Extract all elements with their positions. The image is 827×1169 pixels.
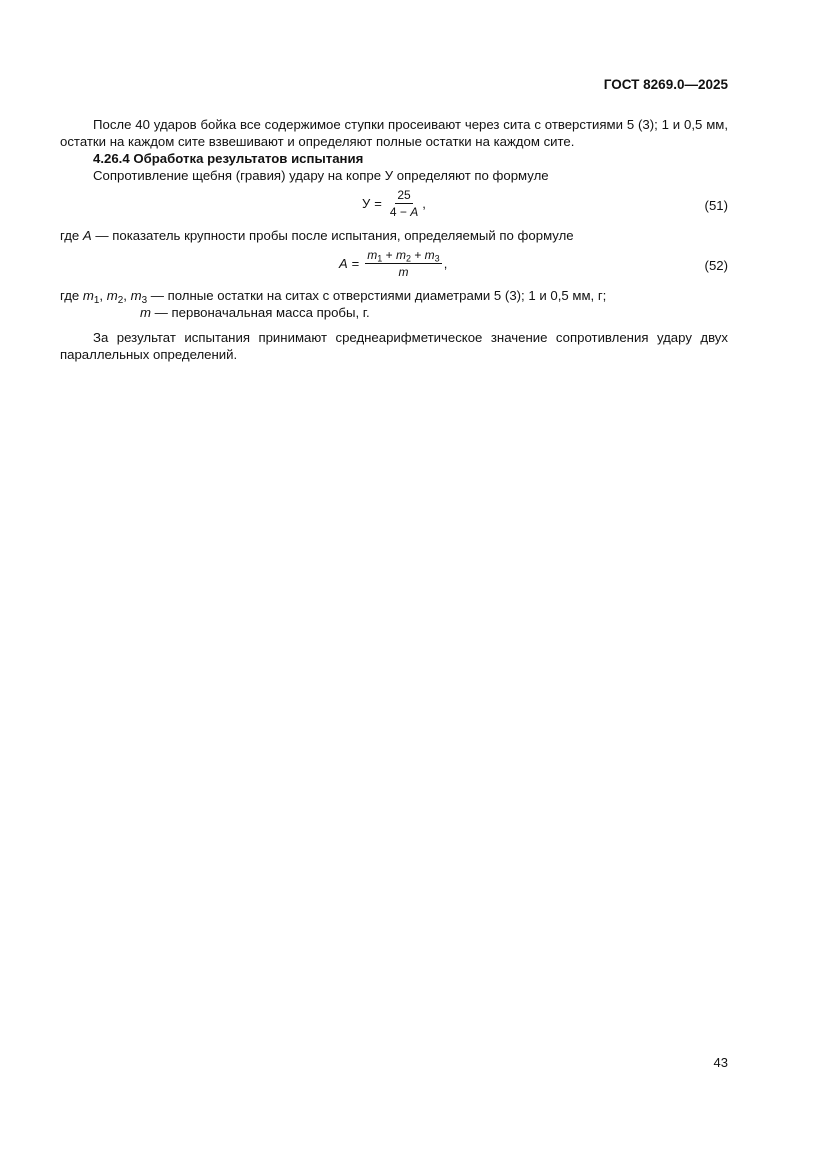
section-number: 4.26.4	[93, 151, 130, 166]
where-definition-m123	[60, 287, 728, 304]
spacer	[60, 321, 728, 329]
m2-sub: 2	[405, 253, 411, 264]
w-m2-sub: 2	[117, 294, 124, 306]
section-heading	[60, 150, 728, 167]
formula-51-equals: =	[374, 196, 382, 211]
formula-52-numerator	[365, 248, 441, 264]
w-m3-sub: 3	[141, 294, 148, 306]
formula-51-den-constant: 4 −	[389, 205, 411, 219]
w-m3-var: m	[130, 288, 142, 303]
m3-sub: 3	[434, 253, 440, 264]
formula-51-denominator	[388, 204, 420, 219]
where-prefix: где	[60, 228, 83, 243]
formula-51-trailing-comma: ,	[422, 196, 426, 211]
formula-51-row	[60, 188, 728, 222]
m3-var: m	[424, 248, 435, 262]
where-a-text: — показатель крупности пробы после испытания, определяемый по формуле	[91, 228, 574, 243]
w-comma-2: ,	[123, 288, 131, 303]
m1-var: m	[367, 248, 378, 262]
paragraph-impact-resistance: Сопротивление щебня (гравия) удару на копре У определяют по формуле	[93, 168, 549, 183]
page-number: 43	[713, 1055, 728, 1070]
formula-51-lhs: У	[362, 196, 371, 211]
paragraph-sieving: После 40 ударов бойка все содержимое ступки просеивают через сита с отверстиями 5 (3); 1 и 0,5 мм, остатки на каждом сите взвешивают и определяют полные остатки на каждом сите.	[60, 117, 728, 149]
plus-1: +	[382, 248, 396, 262]
section-title: Обработка результатов испытания	[133, 151, 364, 166]
where-definition-m	[60, 304, 728, 321]
plus-2: +	[410, 248, 425, 262]
formula-51-numerator: 25	[397, 188, 411, 202]
formula-51-den-variable: A	[410, 205, 419, 219]
w-m2-var: m	[106, 288, 118, 303]
formula-52-equals: =	[351, 256, 360, 271]
w-m-var: m	[140, 305, 151, 320]
document-body	[60, 116, 728, 363]
w-comma-1: ,	[99, 288, 107, 303]
where-m123-text: — полные остатки на ситах с отверстиями диаметрами 5 (3); 1 и 0,5 мм, г;	[147, 288, 607, 303]
m2-var: m	[395, 248, 406, 262]
where2-prefix: где	[60, 288, 83, 303]
formula-51-fraction	[388, 188, 420, 219]
formula-51	[362, 188, 426, 219]
formula-52-denominator: m	[398, 265, 409, 279]
w-m1-var: m	[82, 288, 94, 303]
formula-52-row	[60, 248, 728, 282]
variable-a: A	[82, 228, 92, 243]
equation-number-52: (52)	[704, 258, 728, 273]
formula-52-trailing-comma: ,	[443, 256, 448, 271]
where-definition-a	[60, 227, 728, 244]
paragraph-result: За результат испытания принимают среднеарифметическое значение сопротивления удару двух параллельных определений.	[60, 330, 728, 362]
document-code-header: ГОСТ 8269.0—2025	[603, 77, 728, 92]
formula-52	[339, 248, 447, 279]
formula-52-fraction	[365, 248, 441, 279]
formula-52-lhs: A	[339, 256, 348, 271]
where-m-text: — первоначальная масса пробы, г.	[151, 305, 370, 320]
w-m1-sub: 1	[93, 294, 100, 306]
m1-sub: 1	[377, 253, 383, 264]
equation-number-51: (51)	[704, 198, 728, 213]
